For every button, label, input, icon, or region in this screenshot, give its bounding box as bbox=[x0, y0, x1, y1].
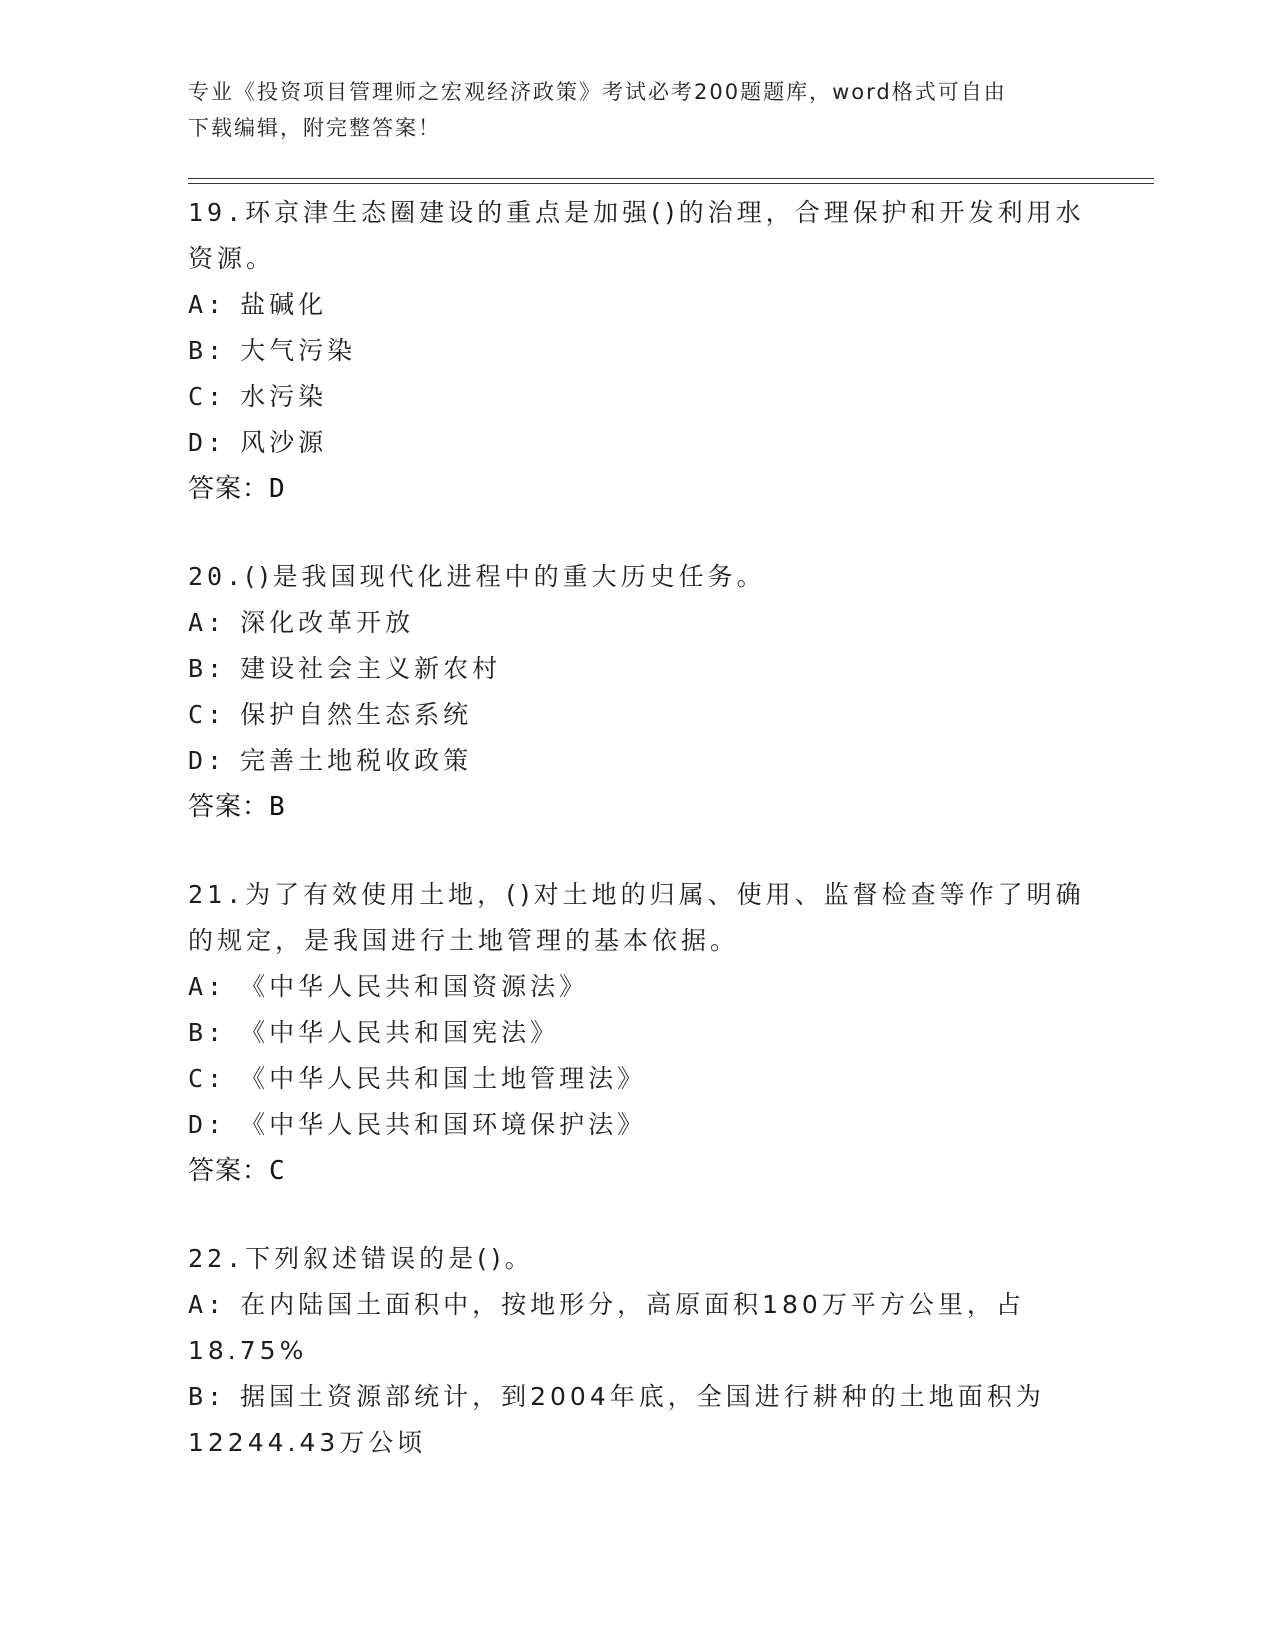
option-key: B: bbox=[188, 336, 227, 365]
option-text: 在内陆国土面积中，按地形分，高原面积180万平方公里，占18.75% bbox=[188, 1290, 1025, 1365]
header-line-1: 专业《投资项目管理师之宏观经济政策》考试必考200题题库，word格式可自由 bbox=[188, 80, 1007, 104]
option-b bbox=[188, 1374, 1088, 1466]
answer-line bbox=[188, 1148, 1088, 1194]
option-text: 深化改革开放 bbox=[240, 608, 415, 637]
header-divider-bottom bbox=[188, 183, 1154, 184]
option-d bbox=[188, 420, 1088, 466]
option-key: B: bbox=[188, 1018, 227, 1047]
question-text: 环京津生态圈建设的重点是加强()的治理，合理保护和开发利用水资源。 bbox=[188, 198, 1085, 273]
option-text: 建设社会主义新农村 bbox=[240, 654, 502, 683]
question-number: 22. bbox=[188, 1244, 246, 1273]
answer-value: D bbox=[269, 474, 286, 504]
option-a bbox=[188, 282, 1088, 328]
option-key: B: bbox=[188, 654, 227, 683]
option-c bbox=[188, 1056, 1088, 1102]
option-d bbox=[188, 1102, 1088, 1148]
question-19 bbox=[188, 190, 1088, 512]
answer-label: 答案： bbox=[188, 1156, 270, 1186]
answer-line bbox=[188, 466, 1088, 512]
option-text: 水污染 bbox=[240, 382, 328, 411]
question-number: 21. bbox=[188, 880, 246, 909]
question-21 bbox=[188, 872, 1088, 1194]
option-key: C: bbox=[188, 700, 227, 729]
option-c bbox=[188, 374, 1088, 420]
option-key: A: bbox=[188, 608, 227, 637]
question-text: 下列叙述错误的是()。 bbox=[245, 1244, 534, 1273]
option-text: 《中华人民共和国环境保护法》 bbox=[240, 1110, 647, 1139]
option-key: C: bbox=[188, 1064, 227, 1093]
option-a bbox=[188, 964, 1088, 1010]
option-key: D: bbox=[188, 1110, 227, 1139]
option-text: 风沙源 bbox=[240, 428, 328, 457]
header-divider-top bbox=[188, 178, 1154, 179]
question-list bbox=[188, 190, 1088, 1508]
header-line-2: 下载编辑，附完整答案！ bbox=[188, 116, 441, 140]
option-text: 《中华人民共和国资源法》 bbox=[240, 972, 589, 1001]
question-22 bbox=[188, 1236, 1088, 1466]
option-key: C: bbox=[188, 382, 227, 411]
question-stem bbox=[188, 1236, 1088, 1282]
question-stem bbox=[188, 190, 1088, 282]
question-text: ()是我国现代化进程中的重大历史任务。 bbox=[245, 562, 766, 591]
option-a bbox=[188, 600, 1088, 646]
answer-label: 答案： bbox=[188, 792, 270, 822]
question-number: 20. bbox=[188, 562, 246, 591]
option-text: 完善土地税收政策 bbox=[240, 746, 473, 775]
option-key: D: bbox=[188, 746, 227, 775]
option-key: D: bbox=[188, 428, 227, 457]
question-20 bbox=[188, 554, 1088, 830]
option-a bbox=[188, 1282, 1088, 1374]
option-key: B: bbox=[188, 1382, 227, 1411]
question-stem bbox=[188, 554, 1088, 600]
document-header bbox=[188, 74, 1088, 146]
option-b bbox=[188, 328, 1088, 374]
question-number: 19. bbox=[188, 198, 246, 227]
question-stem bbox=[188, 872, 1088, 964]
answer-value: B bbox=[269, 792, 286, 822]
option-text: 《中华人民共和国宪法》 bbox=[240, 1018, 560, 1047]
answer-value: C bbox=[269, 1156, 286, 1186]
option-key: A: bbox=[188, 1290, 227, 1319]
answer-label: 答案： bbox=[188, 474, 270, 504]
option-text: 盐碱化 bbox=[240, 290, 328, 319]
option-key: A: bbox=[188, 290, 227, 319]
option-b bbox=[188, 646, 1088, 692]
question-text: 为了有效使用土地，()对土地的归属、使用、监督检查等作了明确的规定，是我国进行土地管理的基本依据。 bbox=[188, 880, 1085, 955]
option-key: A: bbox=[188, 972, 227, 1001]
option-text: 大气污染 bbox=[240, 336, 357, 365]
answer-line bbox=[188, 784, 1088, 830]
option-text: 据国土资源部统计，到2004年底，全国进行耕种的土地面积为12244.43万公顷 bbox=[188, 1382, 1045, 1457]
option-text: 《中华人民共和国土地管理法》 bbox=[240, 1064, 647, 1093]
option-c bbox=[188, 692, 1088, 738]
option-d bbox=[188, 738, 1088, 784]
option-text: 保护自然生态系统 bbox=[240, 700, 473, 729]
option-b bbox=[188, 1010, 1088, 1056]
